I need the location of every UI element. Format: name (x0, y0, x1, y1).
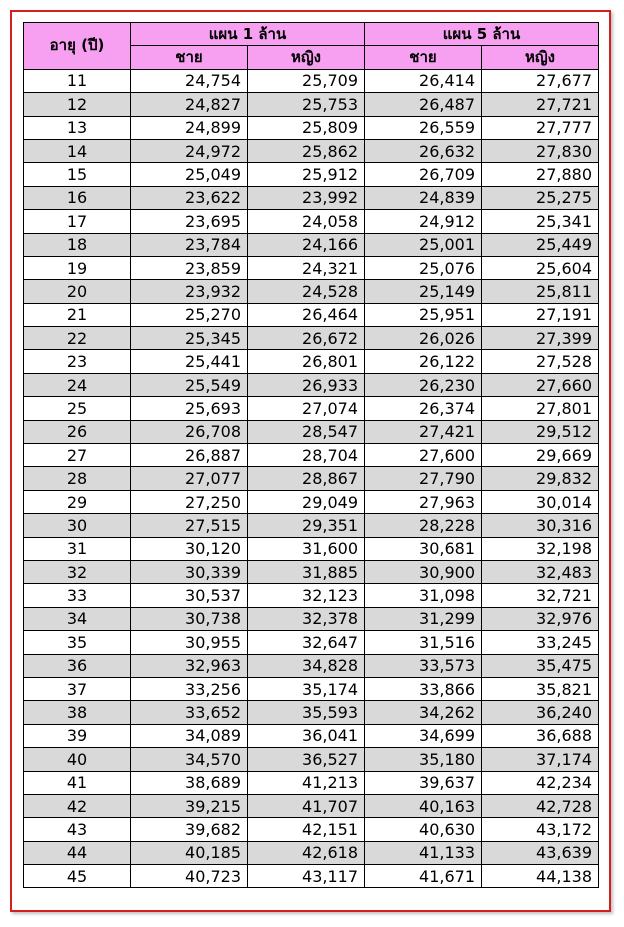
table-row (24, 677, 599, 700)
age-cell: 37 (24, 677, 131, 700)
age-cell: 29 (24, 490, 131, 513)
plan-5-female-cell: 27,660 (482, 373, 599, 396)
table-row (24, 584, 599, 607)
table-row (24, 350, 599, 373)
plan-1-male-cell: 39,215 (131, 794, 248, 817)
plan-5-female-cell: 25,604 (482, 256, 599, 279)
plan-5-male-cell: 31,516 (365, 631, 482, 654)
plan-1-female-cell: 26,672 (248, 327, 365, 350)
plan-5-male-cell: 40,630 (365, 818, 482, 841)
age-cell: 44 (24, 841, 131, 864)
plan-1-female-cell: 42,151 (248, 818, 365, 841)
plan-5-male-cell: 34,262 (365, 701, 482, 724)
plan-5-female-cell: 33,245 (482, 631, 599, 654)
plan-5-female-cell: 29,832 (482, 467, 599, 490)
age-cell: 24 (24, 373, 131, 396)
plan-5-female-cell: 25,449 (482, 233, 599, 256)
table-row (24, 490, 599, 513)
age-cell: 26 (24, 420, 131, 443)
age-cell: 32 (24, 561, 131, 584)
plan-5-female-header: หญิง (482, 46, 599, 69)
plan-1-female-cell: 41,213 (248, 771, 365, 794)
plan-1-male-cell: 30,955 (131, 631, 248, 654)
table-row (24, 397, 599, 420)
plan-1-female-cell: 25,809 (248, 116, 365, 139)
table-row (24, 233, 599, 256)
plan-1-female-cell: 36,527 (248, 748, 365, 771)
plan-5-female-cell: 27,399 (482, 327, 599, 350)
table-row (24, 865, 599, 888)
age-cell: 27 (24, 444, 131, 467)
plan-1-female-cell: 24,528 (248, 280, 365, 303)
table-row (24, 724, 599, 747)
plan-5-female-cell: 30,014 (482, 490, 599, 513)
plan-1-female-cell: 26,464 (248, 303, 365, 326)
plan-5-male-cell: 27,963 (365, 490, 482, 513)
table-row (24, 701, 599, 724)
plan-1-male-cell: 24,827 (131, 93, 248, 116)
plan-1-female-cell: 25,862 (248, 139, 365, 162)
plan-1-male-cell: 40,185 (131, 841, 248, 864)
table-row (24, 748, 599, 771)
plan-5-male-cell: 26,122 (365, 350, 482, 373)
plan-5-male-cell: 31,299 (365, 607, 482, 630)
plan-5-female-cell: 36,240 (482, 701, 599, 724)
plan-5-female-cell: 27,880 (482, 163, 599, 186)
plan-1-male-cell: 33,652 (131, 701, 248, 724)
age-cell: 13 (24, 116, 131, 139)
plan-1-female-cell: 34,828 (248, 654, 365, 677)
plan-1-female-cell: 24,058 (248, 210, 365, 233)
plan-1-female-cell: 32,378 (248, 607, 365, 630)
table-row (24, 794, 599, 817)
age-cell: 30 (24, 514, 131, 537)
age-cell: 43 (24, 818, 131, 841)
plan-5-female-cell: 35,821 (482, 677, 599, 700)
plan-1-female-cell: 24,321 (248, 256, 365, 279)
age-cell: 16 (24, 186, 131, 209)
age-cell: 38 (24, 701, 131, 724)
plan-5-female-cell: 29,512 (482, 420, 599, 443)
plan-5-female-cell: 32,976 (482, 607, 599, 630)
age-cell: 15 (24, 163, 131, 186)
plan-1-female-cell: 24,166 (248, 233, 365, 256)
plan-1-male-cell: 26,708 (131, 420, 248, 443)
plan-1-female-cell: 29,049 (248, 490, 365, 513)
plan-1-male-cell: 38,689 (131, 771, 248, 794)
table-frame (10, 10, 611, 912)
age-cell: 21 (24, 303, 131, 326)
plan-1-male-cell: 30,120 (131, 537, 248, 560)
premium-rate-table (23, 22, 599, 888)
plan-5-female-cell: 42,234 (482, 771, 599, 794)
plan-5-female-cell: 25,811 (482, 280, 599, 303)
age-cell: 28 (24, 467, 131, 490)
table-row (24, 303, 599, 326)
plan-5-male-cell: 30,681 (365, 537, 482, 560)
plan-1-male-cell: 25,345 (131, 327, 248, 350)
table-row (24, 139, 599, 162)
plan-1-male-cell: 25,049 (131, 163, 248, 186)
plan-5-female-cell: 27,191 (482, 303, 599, 326)
plan-1-female-cell: 26,933 (248, 373, 365, 396)
age-cell: 34 (24, 607, 131, 630)
plan-5-female-cell: 25,341 (482, 210, 599, 233)
plan-1-male-cell: 30,537 (131, 584, 248, 607)
plan-1-male-cell: 25,270 (131, 303, 248, 326)
plan-5-female-cell: 27,528 (482, 350, 599, 373)
age-cell: 45 (24, 865, 131, 888)
table-row (24, 561, 599, 584)
plan-5-male-cell: 40,163 (365, 794, 482, 817)
table-row (24, 116, 599, 139)
plan-5-female-cell: 35,475 (482, 654, 599, 677)
age-cell: 14 (24, 139, 131, 162)
plan-1-male-cell: 27,077 (131, 467, 248, 490)
plan-5-female-cell: 32,483 (482, 561, 599, 584)
plan-1-female-cell: 26,801 (248, 350, 365, 373)
table-row (24, 631, 599, 654)
plan-5-male-cell: 26,709 (365, 163, 482, 186)
plan-1-female-cell: 25,912 (248, 163, 365, 186)
plan-1-male-cell: 24,899 (131, 116, 248, 139)
age-cell: 11 (24, 69, 131, 92)
age-column-header: อายุ (ปี) (24, 23, 131, 70)
plan-5-female-cell: 30,316 (482, 514, 599, 537)
age-cell: 20 (24, 280, 131, 303)
plan-1-million-header: แผน 1 ล้าน (131, 23, 365, 46)
age-cell: 39 (24, 724, 131, 747)
plan-1-male-cell: 32,963 (131, 654, 248, 677)
plan-1-male-cell: 25,693 (131, 397, 248, 420)
table-row (24, 93, 599, 116)
plan-5-male-cell: 41,133 (365, 841, 482, 864)
plan-1-female-cell: 23,992 (248, 186, 365, 209)
plan-5-male-cell: 33,866 (365, 677, 482, 700)
plan-5-female-cell: 29,669 (482, 444, 599, 467)
plan-5-female-cell: 44,138 (482, 865, 599, 888)
table-row (24, 841, 599, 864)
plan-5-male-cell: 34,699 (365, 724, 482, 747)
plan-5-male-cell: 27,421 (365, 420, 482, 443)
age-cell: 19 (24, 256, 131, 279)
plan-5-male-header: ชาย (365, 46, 482, 69)
plan-1-male-cell: 23,932 (131, 280, 248, 303)
plan-5-million-header: แผน 5 ล้าน (365, 23, 599, 46)
plan-1-male-cell: 30,738 (131, 607, 248, 630)
age-cell: 42 (24, 794, 131, 817)
plan-5-female-cell: 27,677 (482, 69, 599, 92)
plan-1-male-cell: 25,441 (131, 350, 248, 373)
plan-1-male-cell: 23,859 (131, 256, 248, 279)
table-row (24, 186, 599, 209)
table-body (24, 69, 599, 888)
plan-5-female-cell: 36,688 (482, 724, 599, 747)
table-row (24, 771, 599, 794)
plan-5-female-cell: 27,830 (482, 139, 599, 162)
plan-5-male-cell: 26,026 (365, 327, 482, 350)
plan-1-female-cell: 42,618 (248, 841, 365, 864)
plan-5-male-cell: 26,374 (365, 397, 482, 420)
table-row (24, 607, 599, 630)
table-row (24, 69, 599, 92)
plan-5-male-cell: 27,790 (365, 467, 482, 490)
plan-1-female-cell: 25,753 (248, 93, 365, 116)
table-row (24, 163, 599, 186)
plan-1-male-cell: 27,515 (131, 514, 248, 537)
age-cell: 31 (24, 537, 131, 560)
age-cell: 12 (24, 93, 131, 116)
plan-5-male-cell: 30,900 (365, 561, 482, 584)
age-cell: 22 (24, 327, 131, 350)
age-cell: 35 (24, 631, 131, 654)
plan-1-male-cell: 24,972 (131, 139, 248, 162)
table-row (24, 373, 599, 396)
plan-1-male-cell: 23,695 (131, 210, 248, 233)
plan-5-female-cell: 27,777 (482, 116, 599, 139)
plan-5-male-cell: 24,839 (365, 186, 482, 209)
plan-1-male-cell: 34,570 (131, 748, 248, 771)
plan-1-male-cell: 40,723 (131, 865, 248, 888)
table-row (24, 537, 599, 560)
table-row (24, 818, 599, 841)
plan-1-female-cell: 35,593 (248, 701, 365, 724)
plan-5-male-cell: 26,487 (365, 93, 482, 116)
plan-5-female-cell: 43,639 (482, 841, 599, 864)
plan-1-female-cell: 32,647 (248, 631, 365, 654)
age-cell: 23 (24, 350, 131, 373)
plan-5-male-cell: 33,573 (365, 654, 482, 677)
table-row (24, 327, 599, 350)
plan-1-female-cell: 31,885 (248, 561, 365, 584)
plan-1-female-header: หญิง (248, 46, 365, 69)
table-row (24, 654, 599, 677)
plan-5-male-cell: 41,671 (365, 865, 482, 888)
plan-5-male-cell: 39,637 (365, 771, 482, 794)
table-row (24, 210, 599, 233)
plan-1-female-cell: 28,547 (248, 420, 365, 443)
plan-5-male-cell: 26,632 (365, 139, 482, 162)
plan-1-female-cell: 43,117 (248, 865, 365, 888)
plan-1-female-cell: 27,074 (248, 397, 365, 420)
plan-1-female-cell: 28,867 (248, 467, 365, 490)
plan-1-male-cell: 24,754 (131, 69, 248, 92)
table-row (24, 467, 599, 490)
plan-1-female-cell: 29,351 (248, 514, 365, 537)
plan-5-male-cell: 25,951 (365, 303, 482, 326)
plan-5-male-cell: 35,180 (365, 748, 482, 771)
plan-1-male-cell: 23,622 (131, 186, 248, 209)
plan-5-female-cell: 32,198 (482, 537, 599, 560)
table-row (24, 444, 599, 467)
plan-1-male-cell: 27,250 (131, 490, 248, 513)
plan-1-female-cell: 41,707 (248, 794, 365, 817)
plan-5-female-cell: 42,728 (482, 794, 599, 817)
age-cell: 17 (24, 210, 131, 233)
plan-5-female-cell: 37,174 (482, 748, 599, 771)
plan-5-male-cell: 28,228 (365, 514, 482, 537)
table-row (24, 420, 599, 443)
plan-1-male-cell: 26,887 (131, 444, 248, 467)
age-cell: 41 (24, 771, 131, 794)
age-cell: 25 (24, 397, 131, 420)
plan-5-male-cell: 26,414 (365, 69, 482, 92)
table-row (24, 256, 599, 279)
age-cell: 18 (24, 233, 131, 256)
plan-1-male-cell: 25,549 (131, 373, 248, 396)
plan-1-female-cell: 28,704 (248, 444, 365, 467)
plan-5-male-cell: 27,600 (365, 444, 482, 467)
plan-5-male-cell: 26,559 (365, 116, 482, 139)
plan-5-female-cell: 25,275 (482, 186, 599, 209)
plan-1-male-cell: 23,784 (131, 233, 248, 256)
age-cell: 33 (24, 584, 131, 607)
plan-5-male-cell: 25,001 (365, 233, 482, 256)
table-row (24, 514, 599, 537)
plan-5-male-cell: 25,076 (365, 256, 482, 279)
plan-1-male-header: ชาย (131, 46, 248, 69)
plan-1-female-cell: 31,600 (248, 537, 365, 560)
table-row (24, 280, 599, 303)
plan-5-female-cell: 27,801 (482, 397, 599, 420)
plan-1-female-cell: 36,041 (248, 724, 365, 747)
plan-1-male-cell: 33,256 (131, 677, 248, 700)
plan-1-male-cell: 39,682 (131, 818, 248, 841)
plan-5-male-cell: 31,098 (365, 584, 482, 607)
plan-1-female-cell: 32,123 (248, 584, 365, 607)
plan-5-female-cell: 27,721 (482, 93, 599, 116)
header-row-plans (24, 23, 599, 46)
plan-5-male-cell: 25,149 (365, 280, 482, 303)
plan-5-male-cell: 26,230 (365, 373, 482, 396)
plan-5-female-cell: 32,721 (482, 584, 599, 607)
plan-1-female-cell: 35,174 (248, 677, 365, 700)
plan-1-female-cell: 25,709 (248, 69, 365, 92)
plan-5-female-cell: 43,172 (482, 818, 599, 841)
plan-1-male-cell: 34,089 (131, 724, 248, 747)
plan-5-male-cell: 24,912 (365, 210, 482, 233)
plan-1-male-cell: 30,339 (131, 561, 248, 584)
age-cell: 40 (24, 748, 131, 771)
age-cell: 36 (24, 654, 131, 677)
